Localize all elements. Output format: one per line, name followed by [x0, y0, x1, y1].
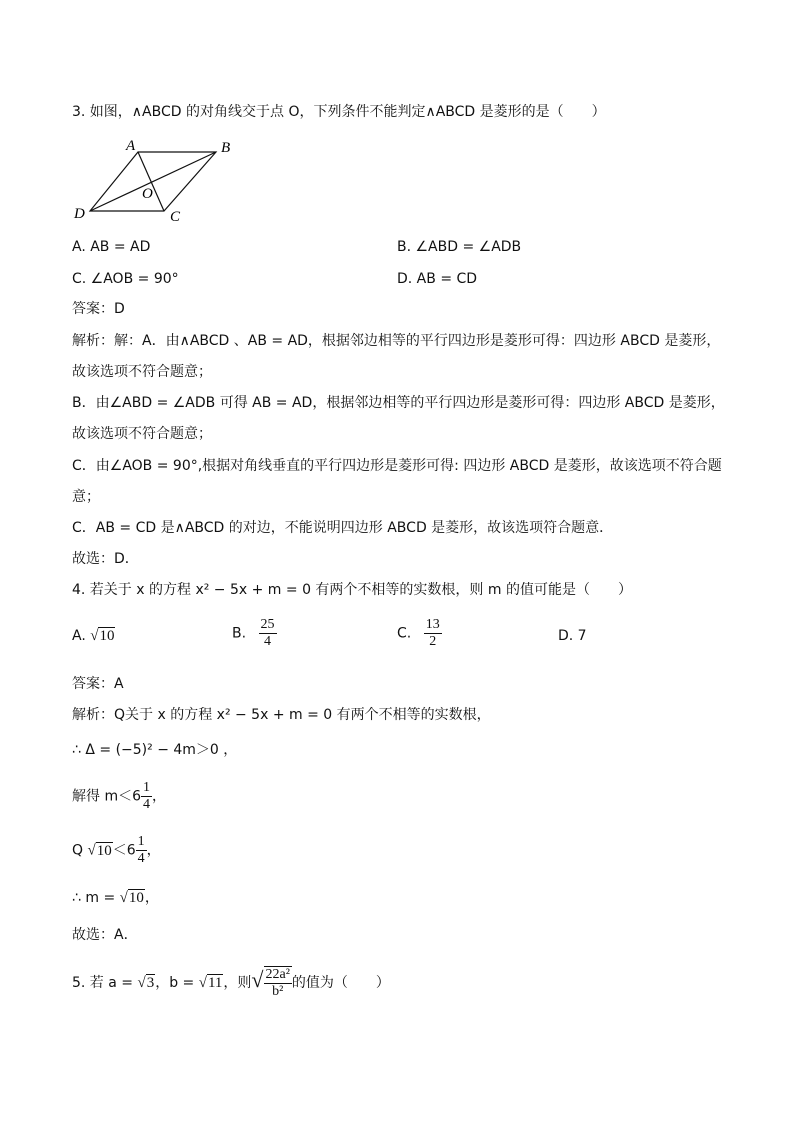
- denominator: 4: [143, 797, 150, 812]
- q4-analysis-4-fraction: [136, 834, 147, 867]
- q3-option-a: A. AB = AD: [72, 239, 151, 255]
- q3-analysis-7: C．AB = CD 是∧ABCD 的对边，不能说明四边形 ABCD 是菱形，故该选项符合题意．: [72, 520, 614, 536]
- denominator: 4: [264, 634, 272, 649]
- label-a: A: [126, 138, 136, 154]
- sqrt-symbol: √10: [119, 890, 144, 906]
- q3-option-d: D. AB = CD: [397, 271, 478, 287]
- label-d: D: [74, 206, 85, 222]
- q4-analysis-4-mid: ＜6: [112, 842, 136, 859]
- q4-analysis-4-tail: ，: [146, 842, 161, 859]
- q4-option-b-fraction: [259, 617, 277, 650]
- q5-fraction: [264, 966, 292, 1000]
- q3-conclusion: 故选：D．: [72, 551, 139, 567]
- q4-option-c: [397, 617, 442, 650]
- q4-conclusion: 故选：A．: [72, 927, 138, 943]
- label-c: C: [170, 209, 181, 225]
- numerator: 13: [425, 617, 440, 632]
- sqrt-symbol: √3: [137, 975, 155, 991]
- q4-option-d: D. 7: [558, 628, 587, 644]
- q3-option-c: C. ∠AOB = 90°: [72, 271, 179, 287]
- q4-option-b: [232, 617, 277, 650]
- q5-text-4: 的值为（ ）: [291, 975, 390, 991]
- q3-analysis-4: 故该选项不符合题意；: [72, 426, 212, 442]
- sqrt-symbol: √: [251, 967, 264, 992]
- q5-stem: [72, 966, 390, 1000]
- q4-analysis-1: 解析：Q关于 x 的方程 x² − 5x + m = 0 有两个不相等的实数根，: [72, 707, 491, 723]
- q4-analysis-4-text: Q: [72, 842, 88, 859]
- q4-analysis-5: [72, 888, 159, 908]
- q4-analysis-4: [72, 834, 161, 867]
- q4-analysis-2: ∴ Δ = (−5)² − 4m＞0 ，: [72, 742, 238, 758]
- denominator: 4: [137, 851, 145, 866]
- q4-analysis-3-text: 解得 m＜6: [72, 788, 141, 805]
- q3-analysis-3: B．由∠ABD = ∠ADB 可得 AB = AD，根据邻边相等的平行四边形是菱形可得：四边形 ABCD 是菱形，: [72, 395, 725, 411]
- q3-answer: 答案：D: [72, 301, 125, 317]
- q4-analysis-4-radicand: 10: [96, 842, 112, 859]
- label-b: B: [221, 140, 231, 156]
- sqrt-symbol: √10: [87, 842, 112, 859]
- q4-analysis-5-text: ∴ m =: [72, 890, 120, 906]
- q3-analysis-5: C．由∠AOB = 90°,根据对角线垂直的平行四边形是菱形可得: 四边形 ABCD 是菱形，故该选项不符合题: [72, 458, 722, 474]
- q4-option-c-label: C.: [397, 625, 412, 642]
- numerator: 1: [137, 834, 145, 849]
- numerator: 1: [143, 780, 150, 795]
- q5-text-3: ，则: [223, 975, 252, 991]
- q5-b-radicand: 11: [207, 975, 223, 991]
- q5-text-1: 5. 若 a =: [72, 975, 138, 991]
- denominator: b²: [272, 984, 284, 999]
- sqrt-symbol: √11: [198, 975, 223, 991]
- q4-option-a-label: A.: [72, 628, 86, 644]
- parallelogram-figure: [70, 135, 250, 225]
- denominator: 2: [429, 634, 437, 649]
- label-o: O: [142, 186, 153, 202]
- sqrt-symbol: √10: [90, 628, 115, 644]
- q4-analysis-5-tail: ，: [144, 890, 159, 906]
- q5-text-2: ，b =: [155, 975, 199, 991]
- numerator: 25: [260, 617, 275, 632]
- q4-answer: 答案：A: [72, 676, 124, 692]
- q3-analysis-2: 故该选项不符合题意；: [72, 364, 212, 380]
- q4-option-b-label: B.: [232, 625, 247, 642]
- q4-analysis-3-tail: ，: [152, 788, 166, 805]
- numerator: 22a²: [265, 967, 290, 982]
- q4-analysis-3: [72, 780, 166, 813]
- q4-analysis-3-fraction: [141, 780, 152, 813]
- q3-analysis-1: 解析：解：A．由∧ABCD 、AB = AD，根据邻边相等的平行四边形是菱形可得：四边形 ABCD 是菱形，: [72, 333, 721, 349]
- q3-option-b: B. ∠ABD = ∠ADB: [397, 239, 522, 255]
- q4-option-a-radicand: 10: [99, 628, 115, 644]
- q4-stem: 4. 若关于 x 的方程 x² − 5x + m = 0 有两个不相等的实数根，则 m 的值可能是（ ）: [72, 582, 632, 598]
- q4-analysis-5-radicand: 10: [128, 890, 144, 906]
- q4-option-c-fraction: [424, 617, 442, 650]
- q3-analysis-6: 意；: [72, 489, 100, 505]
- q3-stem: 3. 如图，∧ABCD 的对角线交于点 O，下列条件不能判定∧ABCD 是菱形的是（ ）: [72, 104, 606, 120]
- q4-option-a: [72, 626, 115, 646]
- q5-a-radicand: 3: [146, 975, 155, 991]
